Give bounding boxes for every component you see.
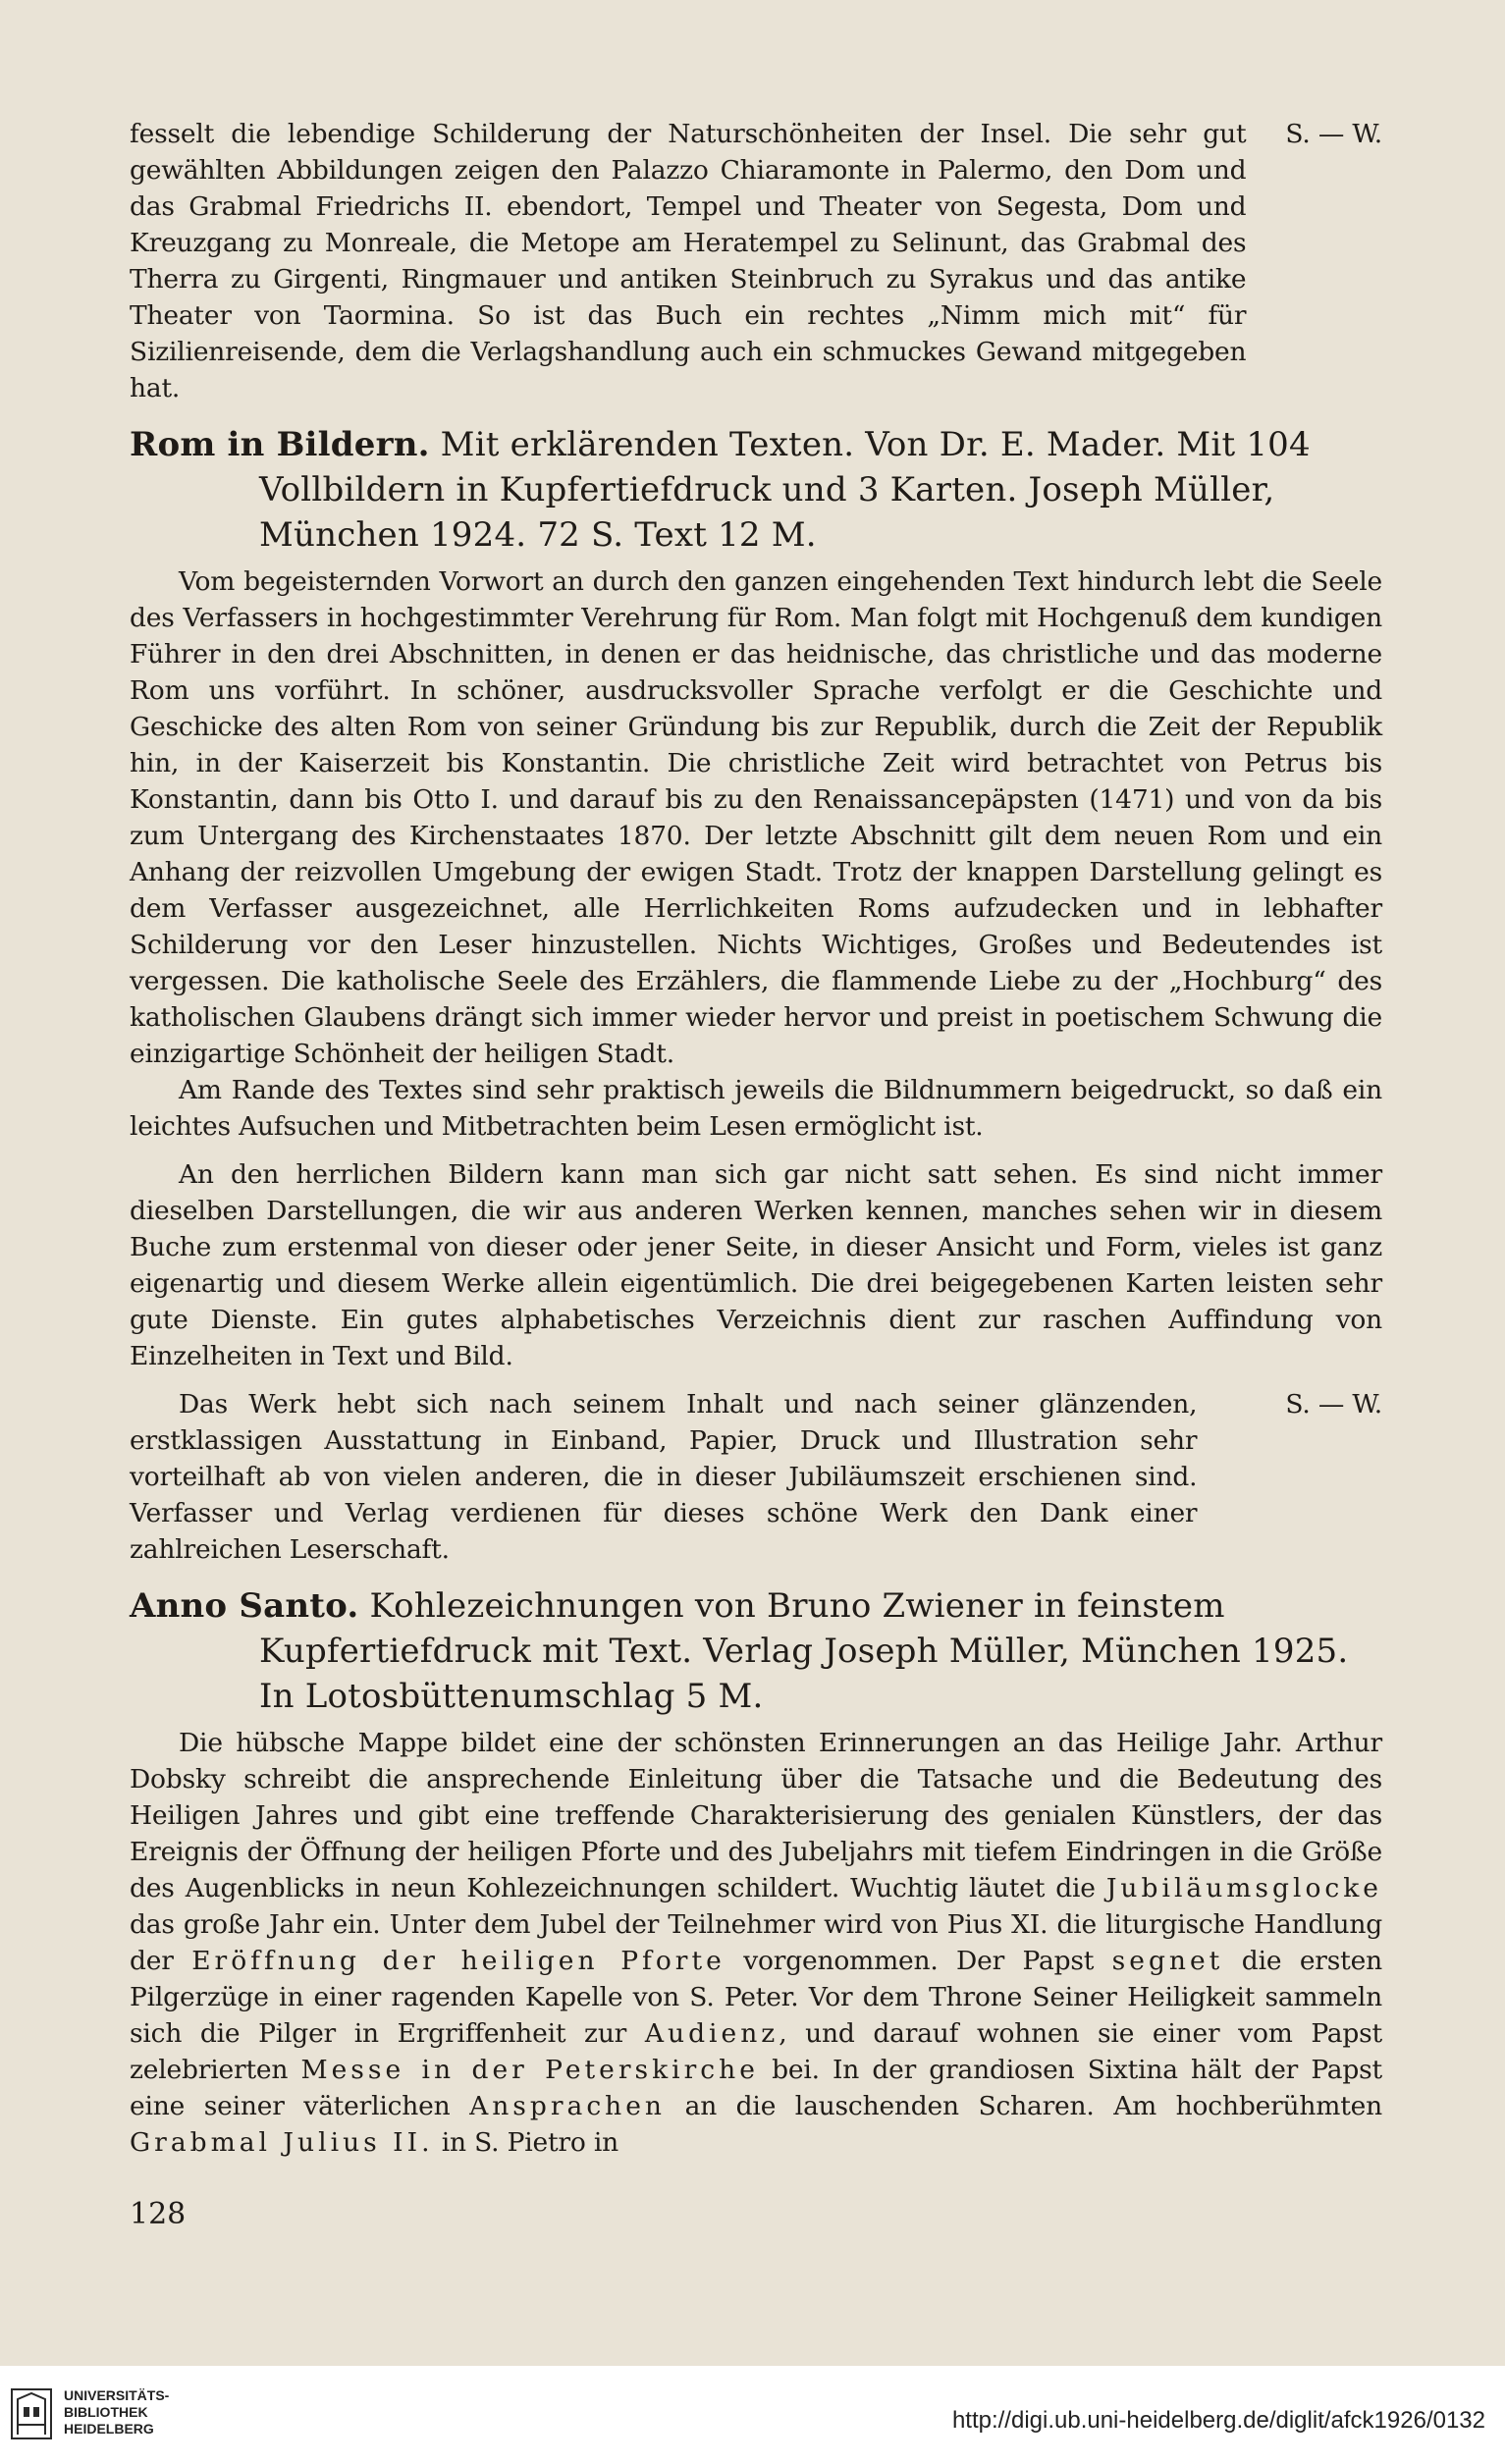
library-logo (10, 2385, 187, 2454)
emphasis-text: Messe in der Peterskirche (300, 2055, 759, 2085)
paragraph-sicily-end (130, 116, 1382, 406)
institution-line: BIBLIOTHEK (64, 2404, 148, 2420)
emphasis-text: Ansprachen (469, 2091, 666, 2121)
institution-line: UNIVERSITÄTS- (64, 2387, 170, 2403)
paragraph-text: Das Werk hebt sich nach seinem Inhalt und nach seiner glänzenden, erstklassigen Ausstattung in Einband, Papier, Druck und Illustration sehr vorteilhaft ab von vielen anderen, die in dieser Jubiläumszeit erschienen sind. Verfasser und Verlag verdienen für dieses schöne Werk den Dank einer zahlreichen Leserschaft. (130, 1389, 1198, 1565)
review-title: Rom in Bildern. (130, 425, 430, 464)
library-seal-icon (10, 2385, 57, 2442)
paragraph-gap (130, 1145, 1382, 1156)
emphasis-text: segnet (1111, 1946, 1224, 1976)
review-heading-rom (130, 422, 1382, 558)
emphasis-text: Jubiläumsglocke (1105, 1873, 1382, 1903)
text-run: die ersten Pilgerzüge in einer ragenden Kapelle von S. Peter. Vor dem Throne Seiner Heiligkeit sammeln sich die Pilger in Ergriffenheit zur (130, 1946, 1382, 2049)
page-number: 128 (130, 2197, 187, 2231)
text-column (130, 116, 1382, 2161)
review-paragraph: An den herrlichen Bildern kann man sich gar nicht satt sehen. Es sind nicht immer dieselben Darstellungen, die wir aus anderen Werken kennen, manches sehen wir in diesem Buche zum erstenmal von dieser oder jener Seite, in dieser Ansicht und Form, vieles ist ganz eigenartig und diesem Werke allein eigentümlich. Die drei beigegebenen Karten leisten sehr gute Dienste. Ein gutes alphabetisches Verzeichnis dient zur raschen Auffindung von Einzelheiten in Text und Bild. (130, 1159, 1382, 1371)
paragraph-text: fesselt die lebendige Schilderung der Naturschönheiten der Insel. Die sehr gut gewählten Abbildungen zeigen den Palazzo Chiaramonte in Palermo, den Dom und das Grabmal Friedrichs II. ebendort, Tempel und Theater von Segesta, Dom und Kreuzgang zu Monreale, die Metope am Heratempel zu Selinunt, das Grabmal des Therra zu Girgenti, Ringmauer und antiken Steinbruch zu Syrakus und das antike Theater von Taormina. So ist das Buch ein rechtes „Nimm mich mit“ für Sizilienreisende, dem die Verlagshandlung auch ein schmuckes Gewand mitgegeben hat. (130, 119, 1247, 403)
review-bibliography: Mit erklärenden Texten. Von Dr. E. Mader. Mit 104 Vollbildern in Kupfertiefdruck und 3 Karten. Joseph Müller, München 1924. 72 S. Text 12 M. (259, 425, 1311, 555)
review-paragraph (130, 1386, 1382, 1568)
source-url[interactable]: http://digi.ub.uni-heidelberg.de/diglit/afck1926/0132 (951, 2407, 1485, 2434)
text-run: in S. Pietro in (433, 2127, 619, 2158)
viewer-footer (0, 2366, 1505, 2464)
reviewer-signature: S. — W. (1285, 1389, 1382, 1419)
institution-name (64, 2387, 169, 2437)
review-heading-anno-santo (130, 1583, 1382, 1719)
emphasis-text: Grabmal Julius II. (130, 2127, 434, 2158)
text-run: an die lauschenden Scharen. Am hochberühmten (665, 2091, 1382, 2121)
text-run: bei. In der grandiosen Sixtina hält der Papst eine seiner väterlichen (130, 2055, 1382, 2121)
review-paragraph: Am Rande des Textes sind sehr praktisch jeweils die Bildnummern beigedruckt, so daß ein leichtes Aufsuchen und Mitbetrachten beim Lesen ermöglicht ist. (130, 1075, 1382, 1142)
review-title: Anno Santo. (130, 1586, 359, 1626)
institution-line: HEIDELBERG (64, 2421, 154, 2437)
text-run: Die hübsche Mappe bildet eine der schönsten Erinnerungen an das Heilige Jahr. Arthur Dobsky schreibt die ansprechende Einleitung über die Tatsache und die Bedeutung des Heiligen Jahres und gibt eine treffende Charakterisierung des genialen Künstlers, der das Ereignis der Öffnung der heiligen Pforte und des Jubeljahrs mit tiefem Eindringen in die Größe des Augenblicks in neun Kohlezeichnungen schildert. Wuchtig läutet die (130, 1728, 1382, 1903)
review-bibliography: Kohlezeichnungen von Bruno Zwiener in feinstem Kupfertiefdruck mit Text. Verlag Joseph Müller, München 1925. In Lotosbüttenumschlag 5 M. (259, 1586, 1349, 1716)
paragraph-gap (130, 1374, 1382, 1386)
text-run: , und darauf wohnen sie einer vom Papst zelebrierten (130, 2018, 1382, 2085)
emphasis-text: Audienz (644, 2018, 779, 2049)
text-run: vorgenommen. Der Papst (725, 1946, 1112, 1976)
text-run: das große Jahr ein. Unter dem Jubel der Teilnehmer wird von Pius XI. die liturgische Handlung der (130, 1909, 1382, 1976)
review-paragraph (130, 1725, 1382, 2161)
reviewer-signature: S. — W. (1285, 119, 1382, 149)
emphasis-text: Eröffnung der heiligen Pforte (191, 1946, 726, 1976)
review-paragraph: Vom begeisternden Vorwort an durch den ganzen eingehenden Text hindurch lebt die Seele des Verfassers in hochgestimmter Verehrung für Rom. Man folgt mit Hochgenuß dem kundigen Führer in den drei Abschnitten, in denen er das heidnische, das christliche und das moderne Rom uns vorführt. In schöner, ausdrucksvoller Sprache verfolgt er die Geschichte und Geschicke des alten Rom von seiner Gründung bis zur Republik, durch die Zeit der Republik hin, in der Kaiserzeit bis Konstantin. Die christliche Zeit wird betrachtet von Petrus bis Konstantin, dann bis Otto I. und darauf bis zu den Renaissancepäpsten (1471) und von da bis zum Untergang des Kirchenstaates 1870. Der letzte Abschnitt gilt dem neuen Rom und ein Anhang der reizvollen Umgebung der ewigen Stadt. Trotz der knappen Darstellung gelingt es dem Verfasser ausgezeichnet, alle Herrlichkeiten Roms aufzudecken und in lebhafter Schilderung vor den Leser hinzustellen. Nichts Wichtiges, Großes und Bedeutendes ist vergessen. Die katholische Seele des Erzählers, die flammende Liebe zu der „Hochburg“ des katholischen Glaubens drängt sich immer wieder hervor und preist in poetischem Schwung die einzigartige Schönheit der heiligen Stadt. (130, 566, 1382, 1069)
